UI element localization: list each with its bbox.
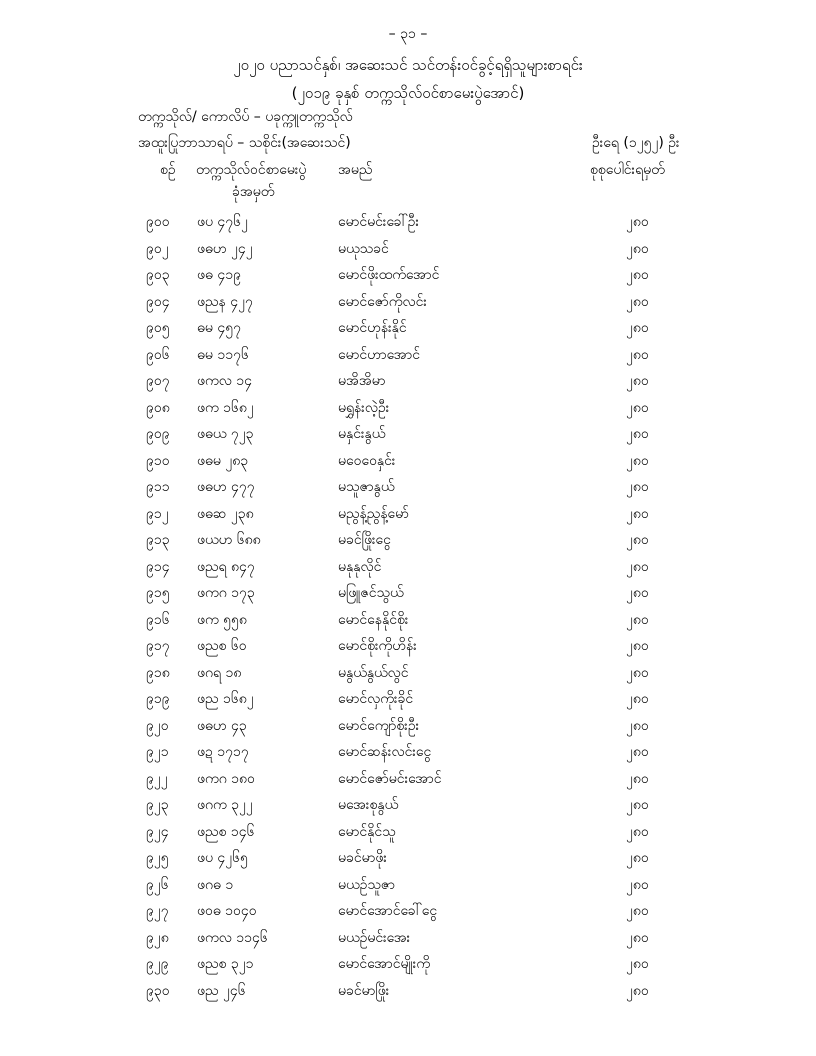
row-name: မောင်ဟာအောင်	[338, 346, 421, 363]
document-title: ၂၀၂၀ ပညာသင်နှစ်၊ အဆေးသင် သင်တန်းဝင်ခွင့်ရရှိသူများစာရင်း	[233, 56, 583, 74]
row-name: မောင်ကျော်စိုးဦး	[338, 717, 420, 734]
table-row	[0, 341, 816, 368]
row-reg-number: ဖည ၁၆၈၂	[197, 691, 254, 707]
column-header-reg: တက္ကသိုလ်ဝင်စာမေးပွဲ	[196, 162, 307, 178]
row-marks: ၂၈၀	[626, 267, 649, 283]
row-name: မသူဇာနွယ်	[338, 479, 395, 495]
row-reg-number: ဖကလ ၁၄	[197, 373, 253, 389]
table-row	[0, 261, 816, 288]
row-name: မောင်နိုင်သူ	[338, 823, 396, 840]
row-name: မရွှန်းလဲ့ဦး	[338, 399, 390, 416]
row-marks: ၂၈၀	[626, 717, 649, 734]
row-marks: ၂၈၀	[626, 929, 649, 946]
row-marks: ၂၈၀	[626, 770, 649, 787]
table-row	[0, 367, 816, 394]
row-reg-number: ဖဓမ ၂၈၃	[197, 452, 249, 469]
row-number: ၉၀၂	[146, 240, 169, 257]
row-reg-number: ဖဓယ ၇၂၃	[197, 426, 254, 442]
row-name: မခင်ဖြိုးငွေ	[338, 532, 391, 548]
table-row	[0, 765, 816, 792]
row-reg-number: ဖဓဟ ၄၃	[197, 717, 247, 734]
row-marks: ၂၈၀	[626, 479, 649, 495]
row-reg-number: ဖကလ ၁၁၄၆	[197, 929, 268, 946]
table-row	[0, 314, 816, 341]
row-marks: ၂၈၀	[626, 426, 649, 442]
table-row	[0, 685, 816, 712]
column-header-name: အမည်	[338, 162, 373, 178]
subject-line: အထူးပြုဘာသာရပ် – သစိုင်း(အဆေးသင်)	[138, 135, 351, 151]
total-count: ဦးရေ (၁၂၅၂) ဦး	[592, 135, 680, 151]
row-reg-number: ဖဂဓ ၁	[197, 876, 234, 893]
row-marks: ၂၈၀	[626, 982, 649, 999]
row-marks: ၂၈၀	[626, 452, 649, 469]
row-reg-number: ဓမ ၁၁၇၆	[197, 346, 249, 363]
table-row	[0, 924, 816, 951]
row-name: မောင်မင်းခေါ်ဦး	[338, 214, 420, 230]
table-row	[0, 420, 816, 447]
row-marks: ၂၈၀	[626, 399, 649, 416]
row-number: ၉၁၇	[146, 638, 170, 654]
row-name: မနှင်းနွယ်	[338, 426, 386, 442]
row-number: ၉၁၉	[146, 691, 170, 707]
row-name: မခင်မာဖိုး	[338, 850, 387, 866]
row-reg-number: ဖဝဓ ၁၀၄၀	[197, 903, 257, 919]
row-number: ၉၀၄	[146, 293, 170, 310]
row-number: ၉၂၁	[146, 744, 169, 760]
row-name: မညွန့်ညွန့်မော်	[338, 505, 409, 522]
row-name: မောင်အောင်ခေါ်ငွေ	[338, 903, 438, 919]
row-reg-number: ဖဂရ ၁၈	[197, 664, 242, 681]
row-number: ၉၂၅	[146, 850, 169, 866]
row-number: ၉၀၈	[146, 399, 170, 416]
row-marks: ၂၈၀	[626, 611, 649, 628]
row-reg-number: ဖက ၁၆၈၂	[197, 399, 254, 416]
table-row	[0, 632, 816, 659]
row-reg-number: ဖည ၂၄၆	[197, 982, 246, 999]
row-marks: ၂၈၀	[626, 346, 649, 363]
row-marks: ၂၈၀	[626, 214, 649, 230]
page-number: – ၃၁ –	[388, 26, 428, 42]
table-row	[0, 208, 816, 235]
row-name: မောင်နေနိုင်စိုး	[338, 611, 409, 628]
row-number: ၉၂၃	[146, 797, 169, 813]
row-name: မဖြူဇင်သွယ်	[338, 585, 404, 601]
row-reg-number: ဖညစ ၃၂၁	[197, 956, 254, 972]
table-row	[0, 844, 816, 871]
row-number: ၉၁၂	[146, 505, 169, 522]
row-reg-number: ဓမ ၄၅၇	[197, 320, 241, 336]
table-row	[0, 473, 816, 500]
table-row	[0, 950, 816, 977]
table-row	[0, 606, 816, 633]
row-reg-number: ဖညစ ၆၀	[197, 638, 247, 654]
table-row	[0, 500, 816, 527]
row-number: ၉၃၀	[146, 982, 170, 999]
university-line: တက္ကသိုလ်/ ကောလိပ် – ပခုက္ကူတက္ကသိုလ်	[138, 109, 353, 125]
column-header-reg-line2: ခုံအမှတ်	[232, 184, 275, 200]
table-row	[0, 738, 816, 765]
row-number: ၉၂၀	[146, 717, 169, 734]
row-number: ၉၁၃	[146, 532, 170, 548]
row-number: ၉၂၂	[146, 770, 168, 787]
row-name: မယုသခင်	[338, 240, 389, 257]
row-reg-number: ဖဓဆ ၂၃၈	[197, 505, 254, 522]
column-header-no: စဉ်	[160, 162, 176, 178]
row-number: ၉၀၇	[146, 373, 170, 389]
row-number: ၉၁၅	[146, 585, 170, 601]
table-row	[0, 897, 816, 924]
row-number: ၉၂၇	[146, 903, 169, 919]
row-marks: ၂၈၀	[626, 373, 649, 389]
row-marks: ၂၈၀	[626, 638, 649, 654]
document-subtitle: (၂၀၁၉ ခုနှစ် တက္ကသိုလ်ဝင်စာမေးပွဲအောင်)	[291, 84, 525, 102]
table-row	[0, 394, 816, 421]
row-marks: ၂၈၀	[626, 823, 649, 840]
row-number: ၉၀၆	[146, 346, 170, 363]
table-row	[0, 659, 816, 686]
row-number: ၉၀၉	[146, 426, 170, 442]
row-name: မအိအိမာ	[338, 373, 386, 389]
row-marks: ၂၈၀	[626, 505, 649, 522]
row-number: ၉၁၀	[146, 452, 170, 469]
row-marks: ၂၈၀	[626, 903, 649, 919]
row-marks: ၂၈၀	[626, 850, 649, 866]
table-row	[0, 712, 816, 739]
row-number: ၉၀၀	[146, 214, 170, 230]
row-number: ၉၁၄	[146, 558, 170, 575]
table-row	[0, 791, 816, 818]
row-reg-number: ဖညရ ၈၄၇	[197, 558, 255, 575]
row-name: မနုနုလိုင်	[338, 558, 382, 575]
row-number: ၉၂၉	[146, 956, 169, 972]
row-marks: ၂၈၀	[626, 293, 649, 310]
table-row	[0, 288, 816, 315]
row-reg-number: ဖက ၅၅၈	[197, 611, 247, 628]
row-number: ၉၁၈	[146, 664, 170, 681]
row-marks: ၂၈၀	[626, 876, 649, 893]
row-number: ၉၂၈	[146, 929, 169, 946]
row-name: မအေးစုနွယ်	[338, 797, 399, 813]
table-row	[0, 579, 816, 606]
row-reg-number: ဖဓ ၄၁၉	[197, 267, 241, 283]
row-number: ၉၀၃	[146, 267, 170, 283]
row-reg-number: ဖဍ ၁၇၁၇	[197, 744, 249, 760]
row-marks: ၂၈၀	[626, 691, 649, 707]
row-name: မယဉ်သူဇာ	[338, 876, 395, 893]
row-name: မဝေဝေနှင်း	[338, 452, 396, 469]
row-name: မနွယ်နွယ်လွင်	[338, 664, 409, 681]
row-number: ၉၁၁	[146, 479, 170, 495]
row-reg-number: ဖကဂ ၁၈၀	[197, 770, 255, 787]
row-marks: ၂၈၀	[626, 744, 649, 760]
row-number: ၉၂၄	[146, 823, 169, 840]
row-marks: ၂၈၀	[626, 797, 649, 813]
table-row	[0, 447, 816, 474]
row-name: မောင်ဟုန်းနိုင်	[338, 320, 407, 336]
row-number: ၉၂၆	[146, 876, 169, 893]
row-name: မောင်စိုးကိုဟိန်း	[338, 638, 417, 654]
table-row	[0, 526, 816, 553]
row-name: မောင်ဖိုးထက်အောင်	[338, 267, 440, 283]
row-reg-number: ဖယဟ ၆၈၈	[197, 532, 261, 548]
row-marks: ၂၈၀	[626, 320, 649, 336]
row-reg-number: ဖပ ၄၂၆၅	[197, 850, 248, 866]
row-reg-number: ဖဓဟ ၂၄၂	[197, 240, 253, 257]
row-reg-number: ဖဓဟ ၄၇၇	[197, 479, 255, 495]
row-name: မောင်လှကိုးခိုင်	[338, 691, 414, 707]
table-row	[0, 977, 816, 1004]
table-row	[0, 871, 816, 898]
row-name: မောင်ဇော်မင်းအောင်	[338, 770, 442, 787]
row-reg-number: ဖပ ၄၇၆၂	[197, 214, 248, 230]
row-marks: ၂၈၀	[626, 585, 649, 601]
row-name: မခင်မာဖြိုး	[338, 982, 390, 999]
row-marks: ၂၈၀	[626, 664, 649, 681]
table-row	[0, 553, 816, 580]
row-reg-number: ဖညစ ၁၄၆	[197, 823, 255, 840]
row-number: ၉၁၆	[146, 611, 170, 628]
row-marks: ၂၈၀	[626, 956, 649, 972]
column-header-marks: စုစုပေါင်းရမှတ်	[590, 162, 665, 178]
row-marks: ၂၈၀	[626, 532, 649, 548]
row-reg-number: ဖကဂ ၁၇၃	[197, 585, 255, 601]
row-marks: ၂၈၀	[626, 240, 649, 257]
row-name: မောင်အောင်မျိုးကို	[338, 956, 431, 972]
table-row	[0, 235, 816, 262]
results-list	[0, 208, 816, 1003]
row-number: ၉၀၅	[146, 320, 170, 336]
row-name: မယဉ်မင်းအေး	[338, 929, 411, 946]
row-reg-number: ဖဂက ၃၂၂	[197, 797, 253, 813]
row-marks: ၂၈၀	[626, 558, 649, 575]
row-reg-number: ဖညန ၄၂၇	[197, 293, 253, 310]
row-name: မောင်ဆန်းလင်းငွေ	[338, 744, 432, 760]
table-row	[0, 818, 816, 845]
row-name: မောင်ဇော်ကိုလင်း	[338, 293, 427, 310]
